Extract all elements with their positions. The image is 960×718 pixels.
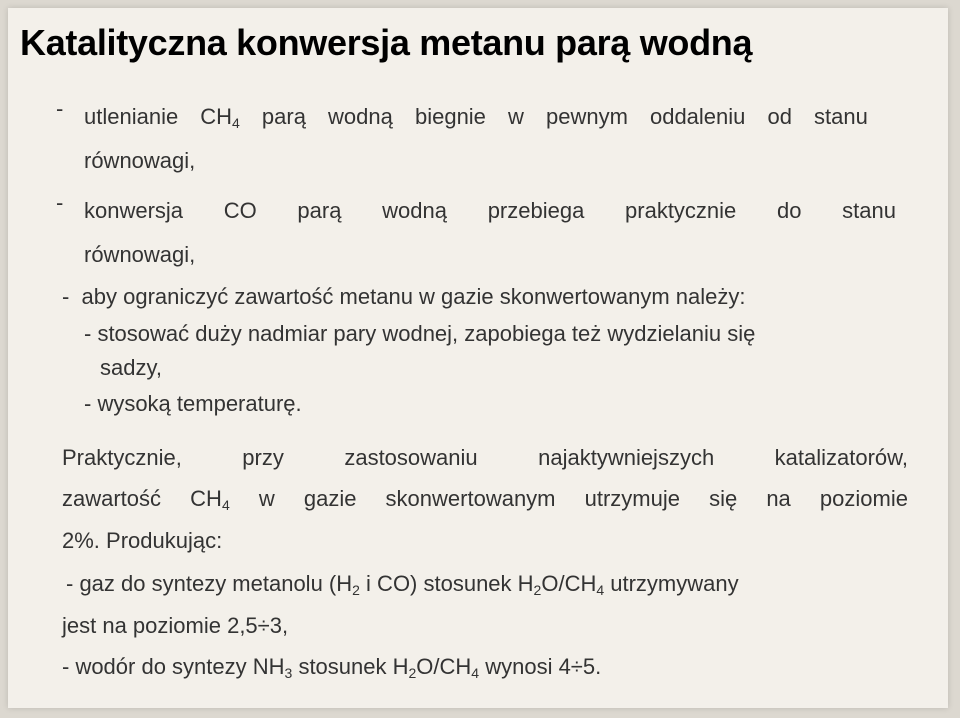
- word: wodną: [382, 198, 447, 223]
- text-segment: O/CH: [416, 654, 472, 679]
- word: zawartość: [62, 486, 162, 511]
- word: utrzymuje: [584, 486, 680, 511]
- word: w: [508, 104, 524, 129]
- word: oddaleniu: [649, 104, 746, 129]
- ch4-formula: [200, 104, 240, 131]
- ch4-formula: [190, 486, 230, 513]
- word: na: [766, 486, 791, 511]
- word: utlenianie: [84, 104, 179, 129]
- word: gazie: [303, 486, 357, 511]
- word: od: [767, 104, 792, 129]
- text-segment: - gaz do syntezy metanolu (H: [66, 571, 353, 596]
- word: CH: [190, 486, 222, 511]
- word: stanu: [842, 198, 896, 223]
- word: biegnie: [414, 104, 486, 129]
- word: przy: [242, 445, 284, 470]
- bullet-3: - aby ograniczyć zawartość metanu w gazie skonwertowanym należy:: [62, 284, 746, 309]
- subscript: 2: [408, 665, 417, 681]
- word: do: [776, 198, 802, 223]
- bullet-2-line-1: [84, 200, 896, 222]
- sub-bullet-1-line-1: - stosować duży nadmiar pary wodnej, zapobiega też wydzielaniu się: [84, 321, 756, 346]
- list-item-2: [62, 654, 602, 681]
- word: zastosowaniu: [344, 445, 478, 470]
- bullet-1-line-2: równowagi,: [84, 148, 196, 173]
- word: konwersja: [84, 198, 184, 223]
- slide-title: Katalityczna konwersja metanu parą wodną: [20, 22, 753, 63]
- bullet-1-line-1: [84, 104, 868, 131]
- word: pewnym: [545, 104, 628, 129]
- paragraph-line-2: [62, 486, 908, 513]
- list-item-1-line-1: [66, 571, 739, 598]
- sub-bullet-1-line-2: sadzy,: [100, 355, 162, 380]
- word: skonwertowanym: [385, 486, 556, 511]
- word: Praktycznie,: [62, 445, 182, 470]
- subscript: 2: [352, 582, 360, 598]
- paragraph-line-3: 2%. Produkując:: [62, 528, 223, 553]
- word: stanu: [814, 104, 868, 129]
- subscript: 2: [533, 582, 542, 598]
- bullet-2-line-2: równowagi,: [84, 242, 196, 267]
- bullet-1-dash: -: [56, 96, 64, 121]
- word: w: [258, 486, 275, 511]
- word: się: [709, 486, 738, 511]
- subscript: 4: [232, 115, 240, 131]
- text-segment: wynosi 4÷5.: [479, 654, 602, 679]
- word: wodną: [328, 104, 393, 129]
- subscript: 3: [284, 665, 293, 681]
- list-item-1-line-2: jest na poziomie 2,5÷3,: [62, 613, 289, 638]
- text-segment: - wodór do syntezy NH: [62, 654, 285, 679]
- word: najaktywniejszych: [538, 445, 715, 470]
- subscript: 4: [471, 665, 480, 681]
- bullet-2-dash: -: [56, 190, 64, 215]
- subscript: 4: [596, 582, 605, 598]
- text-segment: utrzymywany: [604, 571, 739, 596]
- word: CH: [200, 104, 233, 129]
- text-segment: i CO) stosunek H: [359, 571, 534, 596]
- sub-bullet-2: - wysoką temperaturę.: [84, 391, 302, 416]
- text-segment: O/CH: [541, 571, 597, 596]
- word: parą: [297, 198, 342, 223]
- word: przebiega: [487, 198, 585, 223]
- word: parą: [261, 104, 306, 129]
- paragraph-line-1: [62, 447, 908, 469]
- word: praktycznie: [625, 198, 737, 223]
- word: katalizatorów,: [774, 445, 908, 470]
- text-segment: stosunek H: [292, 654, 409, 679]
- subscript: 4: [221, 497, 230, 513]
- word: poziomie: [819, 486, 908, 511]
- word: CO: [223, 198, 257, 223]
